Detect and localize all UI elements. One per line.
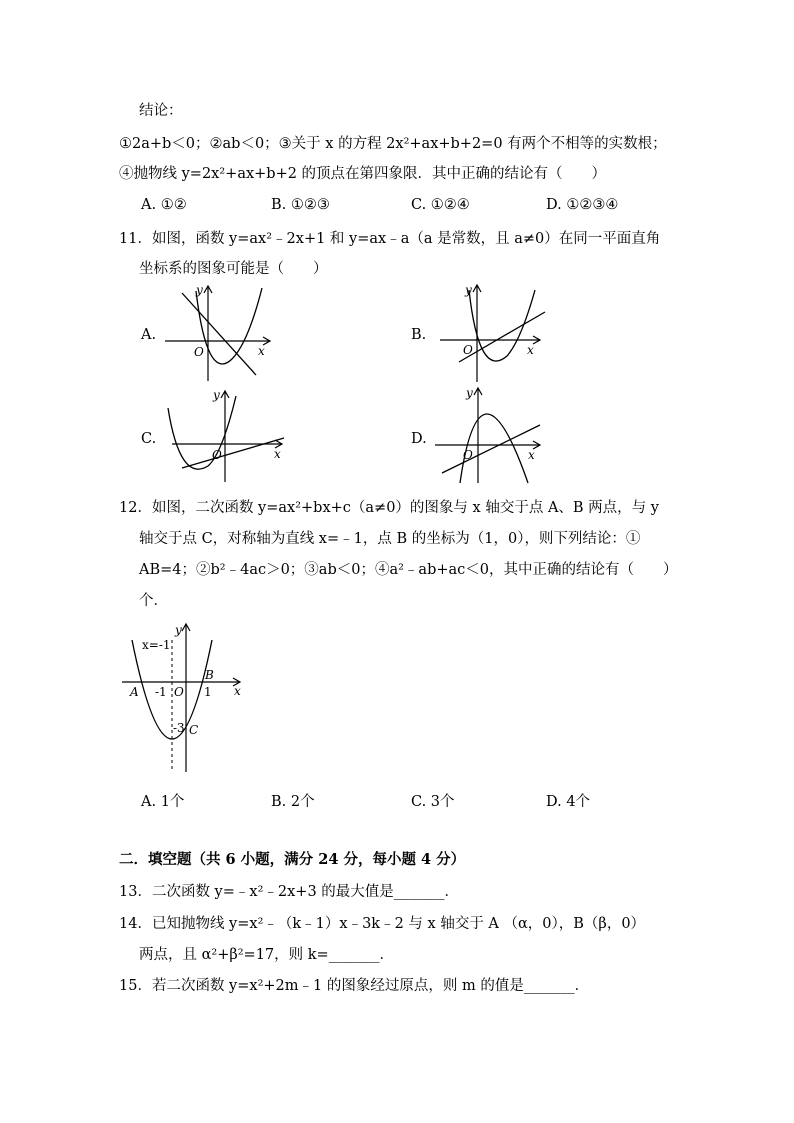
q11-figure-b-label[interactable]: B. — [411, 327, 427, 343]
point-b-label: B — [205, 668, 214, 682]
q11-figure-d-label[interactable]: D. — [411, 431, 427, 447]
q12-option-a[interactable]: A. 1个 — [141, 794, 185, 810]
q12-stem-line-1: 12．如图，二次函数 y=ax²+bx+c（a≠0）的图象与 x 轴交于点 A、B 两点，与 y — [119, 500, 659, 516]
y-axis-label: y — [175, 623, 182, 637]
x-axis-label: x — [234, 684, 241, 698]
q10-option-b[interactable]: B. ①②③ — [271, 197, 330, 213]
y-axis-label: y — [466, 386, 473, 400]
point-a-label: A — [130, 685, 139, 699]
y-axis-label: y — [213, 388, 220, 402]
origin-label: O — [174, 685, 184, 699]
q12-stem-line-4: 个． — [139, 593, 168, 609]
tick-neg1-label: -1 — [155, 685, 167, 699]
q12-stem-line-3: AB=4；②b²﹣4ac＞0；③ab＜0；④a²﹣ab+ac＜0，其中正确的结论有（ ） — [139, 562, 678, 578]
q12-figure — [118, 620, 248, 775]
q12-option-d[interactable]: D. 4个 — [546, 794, 591, 810]
q12-option-c[interactable]: C. 3个 — [411, 794, 455, 810]
q10-statement-line-2: ④抛物线 y=2x²+ax+b+2 的顶点在第四象限．其中正确的结论有（ ） — [119, 166, 607, 182]
y-axis-label: y — [465, 283, 472, 297]
q11-figure-a — [160, 283, 275, 383]
origin-label: O — [463, 448, 473, 462]
origin-label: O — [194, 345, 204, 359]
origin-label: O — [212, 448, 222, 462]
q11-stem-line-2: 坐标系的图象可能是（ ） — [139, 261, 328, 277]
y-axis-label: y — [196, 283, 203, 297]
q10-option-c[interactable]: C. ①②④ — [411, 197, 470, 213]
parabola — [168, 396, 236, 469]
q14-stem-line-2: 两点，且 α²+β²=17，则 k=_______． — [139, 947, 394, 963]
q10-option-d[interactable]: D. ①②③④ — [546, 197, 619, 213]
q11-figure-c — [160, 388, 290, 486]
q11-stem-line-1: 11．如图，函数 y=ax²﹣2x+1 和 y=ax﹣a（a 是常数，且 a≠0）在同一平面直角 — [119, 231, 661, 247]
q11-figure-a-label[interactable]: A. — [141, 327, 157, 343]
q12-stem-line-2: 轴交于点 C，对称轴为直线 x=﹣1，点 B 的坐标为（1，0），则下列结论：① — [139, 531, 641, 547]
x-axis-label: x — [274, 447, 281, 461]
q10-statement-line-1: ①2a+b＜0；②ab＜0；③关于 x 的方程 2x²+ax+b+2=0 有两个不相等的实数根； — [119, 136, 667, 152]
tick-neg3-label: -3 — [173, 721, 185, 735]
q10-conclusion-heading: 结论： — [139, 103, 183, 119]
straight-line — [182, 438, 284, 468]
origin-label: O — [463, 343, 473, 357]
section-2-heading: 二．填空题（共 6 小题，满分 24 分，每小题 4 分） — [119, 851, 466, 868]
point-c-label: C — [189, 723, 199, 737]
parabola — [196, 288, 262, 364]
q10-option-a[interactable]: A. ①② — [141, 197, 187, 213]
x-axis-label: x — [258, 344, 265, 358]
q11-figure-c-label[interactable]: C. — [141, 431, 157, 447]
q12-option-b[interactable]: B. 2个 — [271, 794, 315, 810]
straight-line — [442, 425, 540, 473]
x-axis-label: x — [527, 343, 534, 357]
x-axis-label: x — [528, 448, 535, 462]
tick-1-label: 1 — [204, 685, 212, 699]
q13-stem: 13．二次函数 y=﹣x²﹣2x+3 的最大值是_______． — [119, 884, 460, 900]
symmetry-axis-label: x=-1 — [142, 638, 171, 652]
q15-stem: 15．若二次函数 y=x²+2m﹣1 的图象经过原点，则 m 的值是_______． — [119, 978, 590, 994]
q14-stem-line-1: 14．已知抛物线 y=x²﹣（k﹣1）x﹣3k﹣2 与 x 轴交于 A （α，0），B（β，0） — [119, 916, 646, 932]
q11-figure-b — [435, 282, 550, 386]
q11-figure-d — [430, 385, 550, 487]
